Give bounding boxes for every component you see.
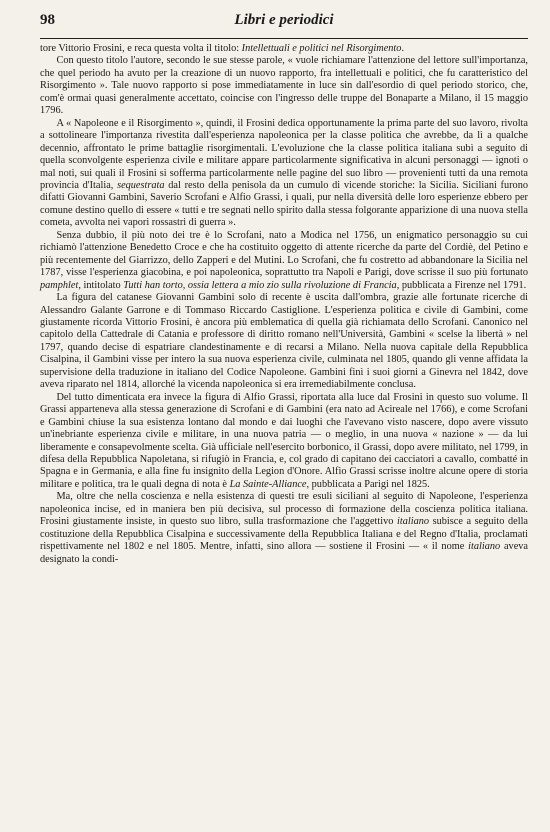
paragraph	[40, 392, 528, 492]
header-rule	[40, 38, 528, 39]
article-body	[40, 43, 528, 566]
italic-text: Tutti han torto, ossia lettera a mio zio sulla rivoluzione di Francia	[123, 279, 397, 291]
italic-text: La Sainte-Alliance	[229, 478, 307, 490]
text-run: , pubblicata a Parigi nel 1825.	[306, 478, 430, 490]
text-run: tore Vittorio Frosini, e reca questa volta il titolo:	[40, 43, 242, 54]
italic-text: sequestrata	[117, 179, 165, 191]
text-run: A « Napoleone e il Risorgimento », quindi, il Frosini dedica opportunamente la prima parte del suo lavoro, rivolta a sottolineare l'importanza rivestita dall'esperienza napoleonica per la classe politica che avrebbe, da lì a qualche decennio, affrontato le prime battaglie risorgimentali. L'evoluzione che la classe politica italiana subì a seguito di quella sconvolgente esperienza civile e militare appare particolarmente significativa in alcuni personaggi — ignoti o mal noti, sui quali il Frosini si sofferma particolarmente nelle pagine del suo libro — provenienti tutti da una remota provincia d'Italia,	[40, 117, 528, 191]
italic-text: pamphlet	[40, 279, 79, 291]
paragraph	[40, 230, 528, 292]
italic-text: Intellettuali e politici nel Risorgimento	[241, 43, 402, 54]
paragraph	[40, 118, 528, 230]
paragraph	[40, 55, 528, 117]
text-run: Ma, oltre che nella coscienza e nella esistenza di questi tre esuli siciliani al seguito di Napoleone, l'esperienza napoleonica incise, ed in maniera ben più decisiva, sul processo di formazione della coscienza politica italiana. Frosini giustamente insiste, in questo suo libro, sulla trasformazione che l'aggettivo	[40, 491, 528, 528]
text-run: La figura del catanese Giovanni Gambini solo di recente è uscita dall'ombra, grazie alle fortunate ricerche di Alessandro Galante Garrone e di Tommaso Riccardo Castiglione. L'esperienza politica e civile di Gambini, come giustamente ricorda Vittorio Frosini, è ancora più emblematica di quella già richiamata dello Scrofani. Canonico nel capitolo della Cattedrale di Catania e professore di diritto romano nell'Università, Gambini « scelse la libertà » nel 1797, quando decise di espatriare clandestinamente e di recarsi a Milano. Nella nuova capitale della Repubblica Cisalpina, il Gambini visse per intero la sua nuova esperienza civile, culminata nel 1805, quando gli venne affidata la supervisione della traduzione in italiano del Codice Napoleone. Gambini finì i suoi giorni a Ginevra nel 1842, dove aveva riparato nel 1814, allorché la vicenda napoleonica si era irremediabilmente conclusa.	[40, 292, 528, 391]
text-run: Senza dubbio, il più noto dei tre è lo Scrofani, nato a Modica nel 1756, un enigmatico personaggio su cui richiamò l'attenzione Benedetto Croce e che ha costituito oggetto di attente ricerche da parte del Cordiè, del Petino e più recentemente del Giarrizzo, dello Zapperi e del Mutini. Lo Scrofani, che fu costretto ad abbandonare la Sicilia nel 1787, visse l'esperienza giacobina, e poi napoleonica, soprattutto tra Napoli e Parigi, dove scrisse il suo più fortunato	[40, 229, 528, 279]
text-run: , pubblicata a Firenze nel 1791.	[396, 279, 527, 291]
text-run: Con questo titolo l'autore, secondo le sue stesse parole, « vuole richiamare l'attenzione del lettore sull'importanza, che quel periodo ha avuto per la creazione di un nuovo rapporto, fra intellettuali e politici, che fu caratteristico del Risorgimento ». Tale nuovo rapporto si pose immediatamente in luce sin dall'esordio di quel periodo storico, che, com'è ormai quasi generalmente accettato, coincise con l'ingresso delle truppe del Bonaparte a Milano, il 15 maggio 1796.	[40, 55, 528, 117]
text-run: Del tutto dimenticata era invece la figura di Alfio Grassi, riportata alla luce dal Frosini in questo suo volume. Il Grassi apparteneva alla stessa generazione di Scrofani e di Gambini (era nato ad Acireale nel 1766), e come Scrofani e Gambini chiuse la sua esistenza lontano dal mondo e dai luoghi che l'avevano visto nascere, dopo avere vissuto un'inebriante esperienza civile e militare, in una nuova patria — o meglio, in una nuova « nazione » — da lui liberamente e consapevolmente scelta. Già ufficiale nell'esercito borbonico, il Grassi, dopo avere militato, nel 1799, in difesa della Repubblica Napoletana, si rifugiò in Francia, e, col grado di capitano dei cacciatori a cavallo, combatté in Spagna e in Germania, e alla fine fu insignito della Legion d'Onore. Alfio Grassi scrisse inoltre alcune opere di storia militare e politica, tra le quali degna di nota è	[40, 391, 528, 490]
text-run: .	[401, 43, 405, 54]
italic-text: italiano	[396, 516, 430, 528]
text-run: subisce a seguito della costituzione della Repubblica Cisalpina e successivamente della Repubblica Italiana e del Regno d'Italia, proclamati rispettivamente nel 1802 e nel 1805. Mentre, infatti, sino allora — sostiene il Frosini — « il nome	[40, 516, 528, 553]
text-run: , intitolato	[78, 279, 124, 291]
text-run: aveva designato la condi-	[40, 541, 528, 565]
paragraph	[40, 491, 528, 566]
page-header	[40, 12, 528, 36]
paragraph	[40, 292, 528, 392]
running-head: Libri e periodici	[234, 12, 334, 28]
page-number: 98	[40, 12, 55, 28]
text-run: dal resto della penisola da un cumulo di vicende storiche: la Sicilia. Siciliani furono difatti Giovanni Gambini, Saverio Scrofani e Alfio Grassi, i quali, pur nella diversità delle loro esperienze ebbero per comune destino quello di essere « tutti e tre segnati nello spirito dalla stessa folgorante apparizione di una nuova stella cometa, avvolta nei vapori rossastri di guerra ».	[40, 179, 528, 229]
paragraph	[40, 43, 528, 55]
italic-text: italiano	[468, 541, 501, 553]
